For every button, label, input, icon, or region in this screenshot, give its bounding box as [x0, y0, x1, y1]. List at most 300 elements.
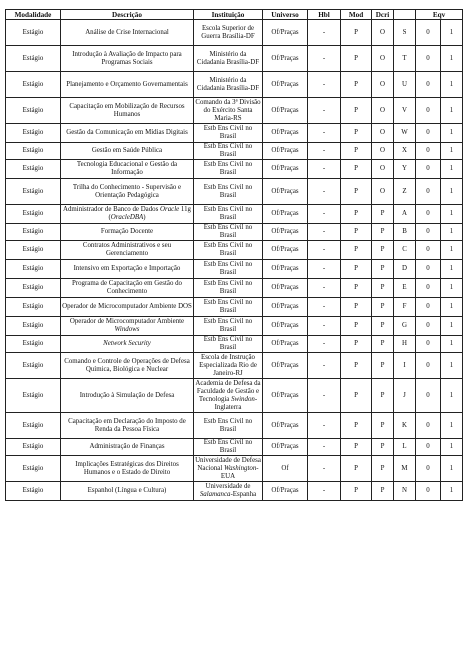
cell-descricao [61, 72, 194, 98]
table-row [6, 379, 463, 413]
cell-eqv-1: 0 [416, 439, 441, 456]
cell-dcri-1: P [372, 353, 394, 379]
cell-eqv-2: 1 [441, 98, 463, 124]
courses-table [5, 9, 463, 501]
cell-descricao [61, 46, 194, 72]
cell-eqv-2: 1 [441, 317, 463, 336]
cell-eqv-1: 0 [416, 224, 441, 241]
cell-instituicao-text: Estb Ens Civil no Brasil [203, 299, 253, 314]
cell-dcri-2: F [394, 298, 416, 317]
cell-universo: Of/Praças [263, 336, 308, 353]
cell-modalidade: Estágio [6, 413, 61, 439]
cell-dcri-2: G [394, 317, 416, 336]
cell-dcri-1: P [372, 482, 394, 501]
cell-descricao [61, 98, 194, 124]
cell-descricao-text: Operador de Microcomputador Ambiente [69, 318, 185, 325]
cell-modalidade: Estágio [6, 456, 61, 482]
cell-eqv-1: 0 [416, 279, 441, 298]
cell-dcri-2: V [394, 98, 416, 124]
col-header-eqv: Eqv [416, 10, 463, 20]
cell-universo: Of/Praças [263, 98, 308, 124]
cell-descricao-text: Análise de Crise Internacional [85, 28, 169, 36]
cell-descricao-text: Tecnologia Educacional e Gestão da Informação [76, 161, 178, 176]
cell-instituicao [194, 124, 263, 143]
cell-modalidade: Estágio [6, 241, 61, 260]
col-header-descricao: Descrição [61, 10, 194, 20]
cell-descricao-text: 11g ( [108, 206, 191, 221]
cell-universo: Of/Praças [263, 20, 308, 46]
cell-eqv-1: 0 [416, 179, 441, 205]
cell-dcri-2: W [394, 124, 416, 143]
cell-dcri-2: B [394, 224, 416, 241]
cell-dcri-1: P [372, 336, 394, 353]
cell-hbl: - [308, 241, 341, 260]
cell-modalidade: Estágio [6, 353, 61, 379]
cell-instituicao [194, 224, 263, 241]
table-row [6, 353, 463, 379]
cell-eqv-2: 1 [441, 482, 463, 501]
cell-eqv-1: 0 [416, 124, 441, 143]
cell-descricao [61, 413, 194, 439]
cell-modalidade: Estágio [6, 482, 61, 501]
cell-dcri-2: I [394, 353, 416, 379]
cell-universo: Of/Praças [263, 224, 308, 241]
cell-eqv-1: 0 [416, 98, 441, 124]
cell-hbl: - [308, 179, 341, 205]
table-row [6, 98, 463, 124]
cell-hbl: - [308, 353, 341, 379]
table-row [6, 20, 463, 46]
cell-instituicao [194, 46, 263, 72]
cell-descricao-text: Programa de Capacitação em Gestão do Conhecimento [71, 280, 182, 295]
cell-instituicao-text: Ministério da Cidadania Brasília-DF [196, 76, 260, 92]
cell-mod: P [341, 98, 372, 124]
cell-dcri-1: P [372, 260, 394, 279]
cell-descricao [61, 317, 194, 336]
cell-universo: Of/Praças [263, 160, 308, 179]
cell-descricao [61, 20, 194, 46]
cell-mod: P [341, 317, 372, 336]
cell-mod: P [341, 205, 372, 224]
cell-mod: P [341, 72, 372, 98]
cell-instituicao-text: Estb Ens Civil no Brasil [203, 439, 253, 454]
cell-instituicao [194, 279, 263, 298]
cell-modalidade: Estágio [6, 160, 61, 179]
cell-dcri-1: P [372, 456, 394, 482]
cell-descricao-text: Trilha do Conhecimento - Supervisão e Orientação Pedagógica [72, 183, 182, 199]
cell-hbl: - [308, 260, 341, 279]
cell-universo: Of/Praças [263, 317, 308, 336]
cell-instituicao [194, 20, 263, 46]
cell-modalidade: Estágio [6, 298, 61, 317]
cell-instituicao-text: -Inglaterra [214, 395, 258, 411]
col-header-instituicao: Instituição [194, 10, 263, 20]
cell-eqv-2: 1 [441, 179, 463, 205]
cell-hbl: - [308, 20, 341, 46]
table-row [6, 413, 463, 439]
cell-instituicao-text: Comando da 3ª Divisão do Exército Santa Maria-RS [195, 98, 261, 122]
cell-eqv-1: 0 [416, 482, 441, 501]
cell-instituicao-text: Washington [224, 464, 257, 472]
cell-instituicao [194, 241, 263, 260]
cell-eqv-2: 1 [441, 298, 463, 317]
cell-instituicao-text: Estb Ens Civil no Brasil [203, 417, 253, 433]
cell-universo: Of/Praças [263, 260, 308, 279]
cell-hbl: - [308, 379, 341, 413]
table-row [6, 336, 463, 353]
cell-universo: Of/Praças [263, 143, 308, 160]
cell-eqv-1: 0 [416, 20, 441, 46]
cell-modalidade: Estágio [6, 124, 61, 143]
cell-dcri-1: P [372, 413, 394, 439]
cell-universo: Of/Praças [263, 353, 308, 379]
cell-mod: P [341, 160, 372, 179]
cell-descricao-text: Introdução à Avaliação de Impacto para Programas Sociais [72, 50, 182, 66]
cell-eqv-2: 1 [441, 241, 463, 260]
col-header-dcri: Dcri [372, 10, 394, 20]
cell-instituicao-text: Estb Ens Civil no Brasil [203, 242, 253, 257]
cell-mod: P [341, 413, 372, 439]
cell-hbl: - [308, 124, 341, 143]
cell-universo: Of/Praças [263, 379, 308, 413]
cell-modalidade: Estágio [6, 46, 61, 72]
cell-instituicao-text: Swindon [231, 395, 255, 403]
cell-descricao-text: Oracle [160, 206, 180, 213]
cell-dcri-2: S [394, 20, 416, 46]
cell-instituicao-text: Ministério da Cidadania Brasília-DF [196, 50, 260, 66]
cell-descricao-text: Capacitação em Declaração do Imposto de Renda da Pessoa Física [68, 417, 186, 433]
cell-eqv-1: 0 [416, 379, 441, 413]
cell-descricao-text: ) [143, 214, 146, 221]
cell-instituicao-text: Estb Ens Civil no Brasil [203, 143, 253, 158]
cell-mod: P [341, 336, 372, 353]
cell-dcri-1: P [372, 439, 394, 456]
cell-modalidade: Estágio [6, 205, 61, 224]
cell-descricao [61, 241, 194, 260]
cell-universo: Of/Praças [263, 439, 308, 456]
cell-instituicao-text: Estb Ens Civil no Brasil [203, 318, 253, 333]
cell-descricao [61, 160, 194, 179]
cell-instituicao-text: Universidade de [205, 483, 251, 490]
cell-hbl: - [308, 224, 341, 241]
cell-modalidade: Estágio [6, 379, 61, 413]
cell-instituicao [194, 413, 263, 439]
cell-descricao-text: Capacitação em Mobilização de Recursos Humanos [69, 102, 185, 118]
table-row [6, 124, 463, 143]
col-header-universo: Universo [263, 10, 308, 20]
cell-mod: P [341, 241, 372, 260]
cell-dcri-2: E [394, 279, 416, 298]
cell-eqv-2: 1 [441, 143, 463, 160]
table-row [6, 482, 463, 501]
table-row [6, 160, 463, 179]
cell-dcri-1: O [372, 46, 394, 72]
cell-instituicao-text: Estb Ens Civil no Brasil [203, 125, 253, 140]
cell-descricao [61, 205, 194, 224]
cell-dcri-1: P [372, 279, 394, 298]
cell-eqv-2: 1 [441, 413, 463, 439]
cell-dcri-2: A [394, 205, 416, 224]
cell-eqv-2: 1 [441, 20, 463, 46]
cell-hbl: - [308, 72, 341, 98]
cell-mod: P [341, 46, 372, 72]
cell-dcri-1: O [372, 124, 394, 143]
cell-mod: P [341, 143, 372, 160]
cell-instituicao-text: -EUA [220, 464, 259, 480]
table-row [6, 279, 463, 298]
table-row [6, 46, 463, 72]
cell-descricao-text: Planejamento e Orçamento Governamentais [66, 80, 188, 88]
cell-dcri-2: L [394, 439, 416, 456]
cell-modalidade: Estágio [6, 317, 61, 336]
cell-modalidade: Estágio [6, 336, 61, 353]
cell-mod: P [341, 298, 372, 317]
cell-instituicao-text: Estb Ens Civil no Brasil [203, 206, 253, 221]
col-header-mod: Mod [341, 10, 372, 20]
table-row [6, 317, 463, 336]
cell-eqv-2: 1 [441, 353, 463, 379]
cell-eqv-1: 0 [416, 413, 441, 439]
cell-instituicao-text: Academia de Defesa da Faculdade de Gestão e Tecnologia [195, 379, 261, 403]
cell-eqv-2: 1 [441, 456, 463, 482]
cell-dcri-2: J [394, 379, 416, 413]
cell-dcri-1: P [372, 317, 394, 336]
cell-eqv-1: 0 [416, 336, 441, 353]
cell-instituicao-text: Estb Ens Civil no Brasil [203, 261, 253, 276]
cell-descricao [61, 298, 194, 317]
cell-descricao [61, 379, 194, 413]
cell-descricao-text: Contratos Administrativos e seu Gerenciamento [82, 242, 172, 257]
table-row [6, 224, 463, 241]
cell-instituicao-text: Escola de Instrução Especializada Rio de Janeiro-RJ [199, 353, 257, 377]
cell-descricao-text: Gestão em Saúde Pública [91, 147, 163, 154]
cell-instituicao [194, 482, 263, 501]
cell-instituicao [194, 205, 263, 224]
cell-dcri-1: O [372, 143, 394, 160]
cell-eqv-1: 0 [416, 46, 441, 72]
cell-dcri-2: T [394, 46, 416, 72]
cell-hbl: - [308, 482, 341, 501]
cell-instituicao-text: -Espanha [230, 491, 257, 498]
cell-descricao [61, 224, 194, 241]
cell-descricao [61, 179, 194, 205]
cell-descricao [61, 482, 194, 501]
cell-modalidade: Estágio [6, 72, 61, 98]
cell-dcri-2: C [394, 241, 416, 260]
table-row [6, 241, 463, 260]
cell-descricao [61, 336, 194, 353]
cell-eqv-2: 1 [441, 260, 463, 279]
cell-eqv-1: 0 [416, 353, 441, 379]
cell-dcri-1: O [372, 72, 394, 98]
cell-hbl: - [308, 46, 341, 72]
cell-hbl: - [308, 205, 341, 224]
cell-eqv-1: 0 [416, 260, 441, 279]
cell-eqv-2: 1 [441, 160, 463, 179]
cell-dcri-2: Y [394, 160, 416, 179]
cell-dcri-1: O [372, 20, 394, 46]
cell-hbl: - [308, 317, 341, 336]
cell-dcri-2: D [394, 260, 416, 279]
cell-dcri-1: O [372, 160, 394, 179]
table-row [6, 260, 463, 279]
cell-eqv-2: 1 [441, 224, 463, 241]
cell-dcri-1: P [372, 298, 394, 317]
cell-eqv-1: 0 [416, 317, 441, 336]
cell-descricao [61, 143, 194, 160]
cell-descricao [61, 279, 194, 298]
cell-instituicao-text: Estb Ens Civil no Brasil [203, 224, 253, 239]
cell-instituicao [194, 160, 263, 179]
cell-instituicao [194, 72, 263, 98]
cell-universo: Of/Praças [263, 179, 308, 205]
cell-hbl: - [308, 413, 341, 439]
table-row [6, 179, 463, 205]
cell-mod: P [341, 353, 372, 379]
cell-eqv-2: 1 [441, 336, 463, 353]
cell-descricao-text: Windows [114, 326, 140, 333]
cell-eqv-1: 0 [416, 241, 441, 260]
cell-instituicao [194, 298, 263, 317]
cell-hbl: - [308, 439, 341, 456]
cell-descricao-text: Espanhol (Língua e Cultura) [87, 487, 167, 494]
cell-instituicao-text: Escola Superior de Guerra Brasília-DF [201, 24, 255, 40]
cell-modalidade: Estágio [6, 179, 61, 205]
cell-mod: P [341, 482, 372, 501]
cell-mod: P [341, 260, 372, 279]
cell-modalidade: Estágio [6, 143, 61, 160]
cell-dcri-2: K [394, 413, 416, 439]
cell-universo: Of/Praças [263, 241, 308, 260]
cell-eqv-1: 0 [416, 456, 441, 482]
cell-universo: Of/Praças [263, 482, 308, 501]
cell-instituicao [194, 260, 263, 279]
cell-dcri-2: H [394, 336, 416, 353]
cell-eqv-1: 0 [416, 160, 441, 179]
cell-eqv-1: 0 [416, 205, 441, 224]
cell-descricao [61, 124, 194, 143]
cell-instituicao [194, 317, 263, 336]
cell-descricao-text: Operador de Microcomputador Ambiente DOS [62, 303, 192, 310]
cell-dcri-2: M [394, 456, 416, 482]
cell-descricao-text: Intensivo em Exportação e Importação [73, 265, 181, 272]
cell-mod: P [341, 20, 372, 46]
cell-dcri-2: N [394, 482, 416, 501]
document-page [5, 9, 462, 501]
cell-dcri-2: Z [394, 179, 416, 205]
cell-descricao [61, 456, 194, 482]
cell-eqv-2: 1 [441, 124, 463, 143]
cell-dcri-2: U [394, 72, 416, 98]
cell-eqv-1: 0 [416, 143, 441, 160]
cell-modalidade: Estágio [6, 20, 61, 46]
cell-dcri-2: X [394, 143, 416, 160]
cell-universo: Of/Praças [263, 413, 308, 439]
table-row [6, 205, 463, 224]
cell-instituicao [194, 98, 263, 124]
cell-hbl: - [308, 279, 341, 298]
cell-dcri-1: O [372, 179, 394, 205]
cell-instituicao [194, 379, 263, 413]
cell-universo: Of/Praças [263, 298, 308, 317]
cell-eqv-2: 1 [441, 46, 463, 72]
cell-hbl: - [308, 143, 341, 160]
cell-descricao-text: Administração de Finanças [89, 443, 165, 450]
cell-instituicao [194, 179, 263, 205]
cell-universo: Of/Praças [263, 124, 308, 143]
cell-mod: P [341, 279, 372, 298]
cell-descricao-text: Implicações Estratégicas dos Direitos Humanos e o Estado de Direito [75, 460, 179, 476]
cell-dcri-1: P [372, 224, 394, 241]
cell-mod: P [341, 379, 372, 413]
cell-descricao-text: Gestão da Comunicação em Mídias Digitais [66, 129, 188, 136]
cell-eqv-2: 1 [441, 72, 463, 98]
cell-descricao-text: OracleDBA [110, 214, 144, 221]
col-header-hbl: Hbl [308, 10, 341, 20]
cell-descricao-text: Comando e Controle de Operações de Defesa Química, Biológica e Nuclear [64, 357, 190, 373]
cell-descricao [61, 353, 194, 379]
cell-modalidade: Estágio [6, 98, 61, 124]
cell-instituicao [194, 143, 263, 160]
cell-instituicao-text: Estb Ens Civil no Brasil [203, 161, 253, 176]
cell-modalidade: Estágio [6, 279, 61, 298]
cell-mod: P [341, 179, 372, 205]
header-row [6, 10, 463, 20]
cell-mod: P [341, 439, 372, 456]
cell-mod: P [341, 456, 372, 482]
cell-mod: P [341, 224, 372, 241]
table-row [6, 143, 463, 160]
table-row [6, 439, 463, 456]
cell-hbl: - [308, 160, 341, 179]
cell-universo: Of/Praças [263, 205, 308, 224]
col-header-dcri-2 [394, 10, 416, 20]
cell-universo: Of/Praças [263, 72, 308, 98]
cell-dcri-1: P [372, 241, 394, 260]
cell-eqv-1: 0 [416, 298, 441, 317]
cell-descricao [61, 439, 194, 456]
cell-instituicao-text: Estb Ens Civil no Brasil [203, 183, 253, 199]
cell-hbl: - [308, 456, 341, 482]
cell-eqv-2: 1 [441, 439, 463, 456]
cell-descricao [61, 260, 194, 279]
cell-instituicao [194, 439, 263, 456]
cell-universo: Of/Praças [263, 46, 308, 72]
cell-instituicao [194, 456, 263, 482]
cell-hbl: - [308, 298, 341, 317]
col-header-modalidade: Modalidade [6, 10, 61, 20]
cell-hbl: - [308, 98, 341, 124]
cell-eqv-2: 1 [441, 379, 463, 413]
cell-hbl: - [308, 336, 341, 353]
cell-descricao-text: Introdução à Simulação de Defesa [79, 391, 175, 399]
cell-descricao-text: Administrador de Banco de Dados [63, 206, 161, 213]
cell-universo: Of/Praças [263, 279, 308, 298]
cell-eqv-1: 0 [416, 72, 441, 98]
cell-modalidade: Estágio [6, 439, 61, 456]
table-row [6, 298, 463, 317]
cell-modalidade: Estágio [6, 224, 61, 241]
cell-dcri-1: P [372, 379, 394, 413]
cell-instituicao-text: Universidade de Defesa Nacional [195, 456, 261, 472]
cell-eqv-2: 1 [441, 205, 463, 224]
cell-descricao-text: Formação Docente [100, 228, 154, 235]
table-body [6, 20, 463, 501]
cell-instituicao-text: Estb Ens Civil no Brasil [203, 336, 253, 351]
cell-instituicao [194, 336, 263, 353]
cell-universo: Of [263, 456, 308, 482]
cell-eqv-2: 1 [441, 279, 463, 298]
